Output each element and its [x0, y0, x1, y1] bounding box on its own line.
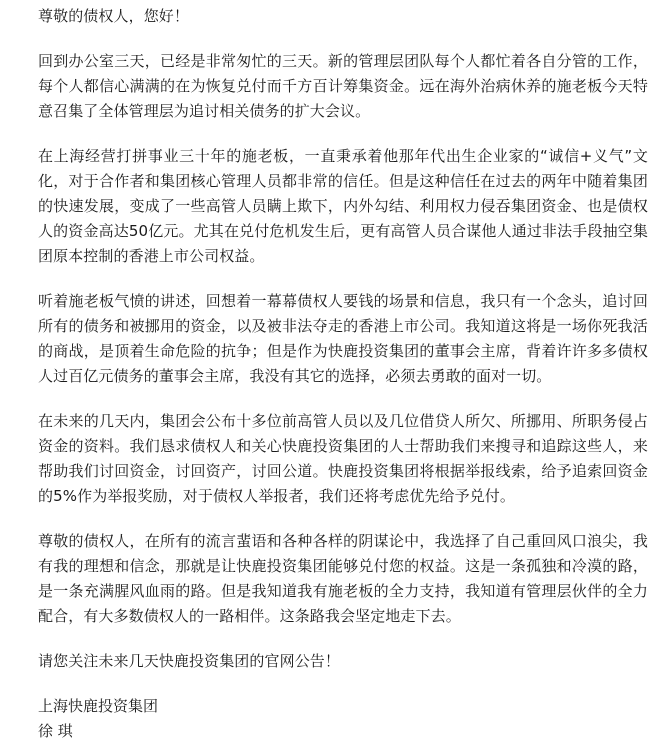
- letter-closing-line: 请您关注未来几天快鹿投资集团的官网公告！: [38, 652, 341, 670]
- letter-paragraph-1: 回到办公室三天，已经是非常匆忙的三天。新的管理层团队每个人都忙着各自分管的工作，每个人都信心满满的在为恢复兑付而千方百计筹集资金。远在海外治病休养的施老板今天特意召集了全体管理层为追讨相关债务的扩大会议。: [38, 52, 648, 120]
- letter-paragraph-2: 在上海经营打拼事业三十年的施老板，一直秉承着他那年代出生企业家的“诚信+义气”文化，对于合作者和集团核心管理人员都非常的信任。但是这种信任在过去的两年中随着集团的快速发展，变成了一些高管人员瞒上欺下，内外勾结、利用权力侵吞集团资金、也是债权人的资金高达50亿元。尤其在兑付危机发生后，更有高管人员合谋他人通过非法手段抽空集团原本控制的香港上市公司权益。: [38, 147, 648, 265]
- signature-signer: 徐 琪: [38, 722, 73, 740]
- letter-paragraph-3: 听着施老板气愤的讲述，回想着一幕幕债权人要钱的场景和信息，我只有一个念头，追讨回所有的债务和被挪用的资金，以及被非法夺走的香港上市公司。我知道这将是一场你死我活的商战，是顶着生命危险的抗争；但是作为快鹿投资集团的董事会主席，背着许许多多债权人过百亿元债务的董事会主席，我没有其它的选择，必须去勇敢的面对一切。: [38, 292, 648, 385]
- letter-greeting: 尊敬的债权人，您好！: [38, 7, 190, 25]
- letter-signature: [38, 694, 648, 744]
- signature-organization: 上海快鹿投资集团: [38, 697, 159, 715]
- letter-paragraph-5: 尊敬的债权人，在所有的流言蜚语和各种各样的阴谋论中，我选择了自己重回风口浪尖，我有我的理想和信念，那就是让快鹿投资集团能够兑付您的权益。这是一条孤独和冷漠的路，是一条充满腥风血雨的路。但是我知道我有施老板的全力支持，我知道有管理层伙伴的全力配合，有大多数债权人的一路相伴。这条路我会坚定地走下去。: [38, 532, 648, 625]
- letter-paragraph-4: 在未来的几天内，集团会公布十多位前高管人员以及几位借贷人所欠、所挪用、所职务侵占资金的资料。我们恳求债权人和关心快鹿投资集团的人士帮助我们来搜寻和追踪这些人，来帮助我们讨回资金，讨回资产，讨回公道。快鹿投资集团将根据举报线索，给予追索回资金的5%作为举报奖励，对于债权人举报者，我们还将考虑优先给予兑付。: [38, 412, 648, 505]
